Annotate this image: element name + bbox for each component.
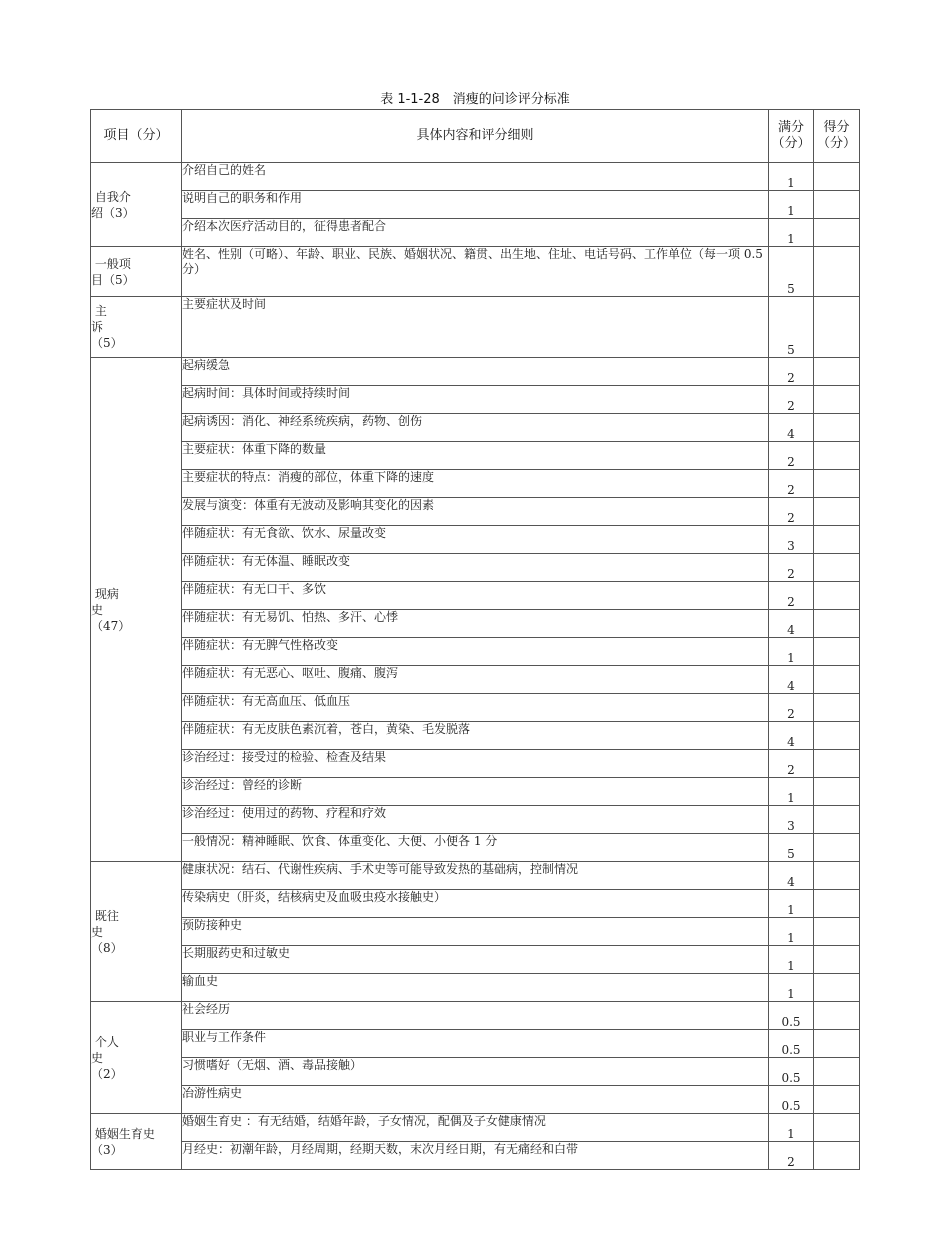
section-label — [91, 247, 182, 297]
full-score-value: 1 — [769, 974, 814, 1002]
criterion-text: 伴随症状：有无口干、多饮 — [182, 582, 769, 610]
section-label — [91, 1002, 182, 1114]
obtained-score-cell[interactable] — [814, 806, 860, 834]
table-row — [91, 582, 860, 610]
table-row — [91, 1142, 860, 1170]
table-row — [91, 946, 860, 974]
full-score-value: 4 — [769, 414, 814, 442]
table-row — [91, 862, 860, 890]
section-label-text: 主 诉 （5） — [91, 304, 123, 350]
table-row — [91, 526, 860, 554]
full-score-value: 2 — [769, 554, 814, 582]
table-row — [91, 610, 860, 638]
criterion-text: 伴随症状：有无易饥、怕热、多汗、心悸 — [182, 610, 769, 638]
full-score-value: 2 — [769, 498, 814, 526]
section-label-text: 一般项 目（5） — [91, 256, 135, 287]
obtained-score-cell[interactable] — [814, 1030, 860, 1058]
criterion-text: 健康状况：结石、代谢性疾病、手术史等可能导致发热的基础病，控制情况 — [182, 862, 769, 890]
table-row — [91, 247, 860, 297]
full-score-value: 5 — [769, 247, 814, 297]
full-score-value: 0.5 — [769, 1058, 814, 1086]
obtained-score-cell[interactable] — [814, 946, 860, 974]
header-full-score: 满分（分） — [769, 110, 814, 163]
table-row — [91, 1058, 860, 1086]
table-row — [91, 470, 860, 498]
obtained-score-cell[interactable] — [814, 890, 860, 918]
criterion-text: 伴随症状：有无皮肤色素沉着，苍白，黄染、毛发脱落 — [182, 722, 769, 750]
criterion-text: 职业与工作条件 — [182, 1030, 769, 1058]
full-score-value: 1 — [769, 1114, 814, 1142]
criterion-text: 婚姻生育史 ：有无结婚，结婚年龄，子女情况，配偶及子女健康情况 — [182, 1114, 769, 1142]
obtained-score-cell[interactable] — [814, 918, 860, 946]
obtained-score-cell[interactable] — [814, 414, 860, 442]
full-score-value: 1 — [769, 946, 814, 974]
scoring-table — [90, 109, 860, 1170]
full-score-value: 4 — [769, 862, 814, 890]
table-row — [91, 442, 860, 470]
header-row — [91, 110, 860, 163]
table-row — [91, 414, 860, 442]
criterion-text: 介绍本次医疗活动目的，征得患者配合 — [182, 219, 769, 247]
obtained-score-cell[interactable] — [814, 442, 860, 470]
criterion-text: 介绍自己的姓名 — [182, 163, 769, 191]
header-obtained-score: 得分（分） — [814, 110, 860, 163]
criterion-text: 社会经历 — [182, 1002, 769, 1030]
table-row — [91, 191, 860, 219]
obtained-score-cell[interactable] — [814, 219, 860, 247]
obtained-score-cell[interactable] — [814, 974, 860, 1002]
obtained-score-cell[interactable] — [814, 722, 860, 750]
criterion-text: 伴随症状：有无食欲、饮水、尿量改变 — [182, 526, 769, 554]
section-label — [91, 297, 182, 358]
section-label-text: 婚姻生育史 （3） — [91, 1126, 155, 1157]
obtained-score-cell[interactable] — [814, 498, 860, 526]
criterion-text: 诊治经过：接受过的检验、检查及结果 — [182, 750, 769, 778]
criterion-text: 主要症状的特点：消瘦的部位，体重下降的速度 — [182, 470, 769, 498]
full-score-value: 3 — [769, 806, 814, 834]
criterion-text: 预防接种史 — [182, 918, 769, 946]
table-row — [91, 554, 860, 582]
criterion-text: 诊治经过：使用过的药物、疗程和疗效 — [182, 806, 769, 834]
table-row — [91, 834, 860, 862]
obtained-score-cell[interactable] — [814, 386, 860, 414]
criterion-text: 主要症状及时间 — [182, 297, 769, 358]
criterion-text: 起病时间：具体时间或持续时间 — [182, 386, 769, 414]
criterion-text: 主要症状：体重下降的数量 — [182, 442, 769, 470]
obtained-score-cell[interactable] — [814, 247, 860, 297]
table-row — [91, 750, 860, 778]
criterion-text: 起病缓急 — [182, 358, 769, 386]
section-label-text: 现病 史 （47） — [91, 586, 131, 633]
obtained-score-cell[interactable] — [814, 1086, 860, 1114]
section-label — [91, 163, 182, 247]
table-row — [91, 1030, 860, 1058]
header-item: 项目（分） — [91, 110, 182, 163]
criterion-text: 习惯嗜好（无烟、酒、毒品接触） — [182, 1058, 769, 1086]
obtained-score-cell[interactable] — [814, 297, 860, 358]
table-row — [91, 722, 860, 750]
criterion-text: 冶游性病史 — [182, 1086, 769, 1114]
obtained-score-cell[interactable] — [814, 358, 860, 386]
full-score-value: 4 — [769, 610, 814, 638]
full-score-value: 2 — [769, 750, 814, 778]
table-row — [91, 163, 860, 191]
full-score-value: 1 — [769, 638, 814, 666]
full-score-value: 2 — [769, 694, 814, 722]
criterion-text: 一般情况：精神睡眠、饮食、体重变化、大便、小便各 1 分 — [182, 834, 769, 862]
full-score-value: 0.5 — [769, 1086, 814, 1114]
full-score-value: 0.5 — [769, 1030, 814, 1058]
section-label-text: 个人 史 （2） — [91, 1034, 123, 1081]
obtained-score-cell[interactable] — [814, 191, 860, 219]
criterion-text: 姓名、性别（可略）、年龄、职业、民族、婚姻状况、籍贯、出生地、住址、电话号码、工作单位（每一项 0.5 分） — [182, 247, 769, 297]
obtained-score-cell[interactable] — [814, 526, 860, 554]
obtained-score-cell[interactable] — [814, 1142, 860, 1170]
criterion-text: 伴随症状：有无脾气性格改变 — [182, 638, 769, 666]
table-row — [91, 806, 860, 834]
full-score-value: 1 — [769, 918, 814, 946]
full-score-value: 1 — [769, 163, 814, 191]
criterion-text: 发展与演变：体重有无波动及影响其变化的因素 — [182, 498, 769, 526]
table-row — [91, 297, 860, 358]
table-row — [91, 666, 860, 694]
criterion-text: 伴随症状：有无体温、睡眠改变 — [182, 554, 769, 582]
obtained-score-cell[interactable] — [814, 750, 860, 778]
criterion-text: 输血史 — [182, 974, 769, 1002]
table-row — [91, 1002, 860, 1030]
full-score-value: 0.5 — [769, 1002, 814, 1030]
obtained-score-cell[interactable] — [814, 554, 860, 582]
criterion-text: 说明自己的职务和作用 — [182, 191, 769, 219]
table-row — [91, 694, 860, 722]
table-body — [91, 163, 860, 1170]
section-label — [91, 358, 182, 862]
full-score-value: 4 — [769, 666, 814, 694]
table-row — [91, 1114, 860, 1142]
criterion-text: 伴随症状：有无恶心、呕吐、腹痛、腹泻 — [182, 666, 769, 694]
full-score-value: 1 — [769, 191, 814, 219]
obtained-score-cell[interactable] — [814, 778, 860, 806]
obtained-score-cell[interactable] — [814, 1058, 860, 1086]
section-label — [91, 1114, 182, 1170]
full-score-value: 2 — [769, 582, 814, 610]
obtained-score-cell[interactable] — [814, 694, 860, 722]
table-row — [91, 890, 860, 918]
table-row — [91, 386, 860, 414]
criterion-text: 月经史：初潮年龄，月经周期，经期天数，末次月经日期，有无痛经和白带 — [182, 1142, 769, 1170]
full-score-value: 2 — [769, 470, 814, 498]
table-row — [91, 358, 860, 386]
full-score-value: 3 — [769, 526, 814, 554]
table-row — [91, 918, 860, 946]
full-score-value: 5 — [769, 834, 814, 862]
obtained-score-cell[interactable] — [814, 470, 860, 498]
full-score-value: 5 — [769, 297, 814, 358]
table-row — [91, 778, 860, 806]
section-label-text: 自我介 绍（3） — [91, 189, 135, 220]
criterion-text: 伴随症状：有无高血压、低血压 — [182, 694, 769, 722]
obtained-score-cell[interactable] — [814, 862, 860, 890]
obtained-score-cell[interactable] — [814, 1114, 860, 1142]
obtained-score-cell[interactable] — [814, 834, 860, 862]
table-row — [91, 974, 860, 1002]
table-row — [91, 638, 860, 666]
section-label-text: 既往 史 （8） — [91, 908, 123, 955]
obtained-score-cell[interactable] — [814, 163, 860, 191]
full-score-value: 1 — [769, 219, 814, 247]
criterion-text: 传染病史（肝炎，结核病史及血吸虫疫水接触史） — [182, 890, 769, 918]
obtained-score-cell[interactable] — [814, 638, 860, 666]
full-score-value: 1 — [769, 890, 814, 918]
obtained-score-cell[interactable] — [814, 582, 860, 610]
criterion-text: 诊治经过：曾经的诊断 — [182, 778, 769, 806]
table-row — [91, 498, 860, 526]
criterion-text: 长期服药史和过敏史 — [182, 946, 769, 974]
full-score-value: 4 — [769, 722, 814, 750]
full-score-value: 2 — [769, 358, 814, 386]
table-caption: 表 1-1-28 消瘦的问诊评分标准 — [380, 92, 570, 107]
criterion-text: 起病诱因：消化、神经系统疾病，药物、创伤 — [182, 414, 769, 442]
full-score-value: 1 — [769, 778, 814, 806]
section-label — [91, 862, 182, 1002]
table-row — [91, 1086, 860, 1114]
obtained-score-cell[interactable] — [814, 1002, 860, 1030]
full-score-value: 2 — [769, 386, 814, 414]
obtained-score-cell[interactable] — [814, 610, 860, 638]
full-score-value: 2 — [769, 1142, 814, 1170]
obtained-score-cell[interactable] — [814, 666, 860, 694]
full-score-value: 2 — [769, 442, 814, 470]
header-content: 具体内容和评分细则 — [182, 110, 769, 163]
table-row — [91, 219, 860, 247]
